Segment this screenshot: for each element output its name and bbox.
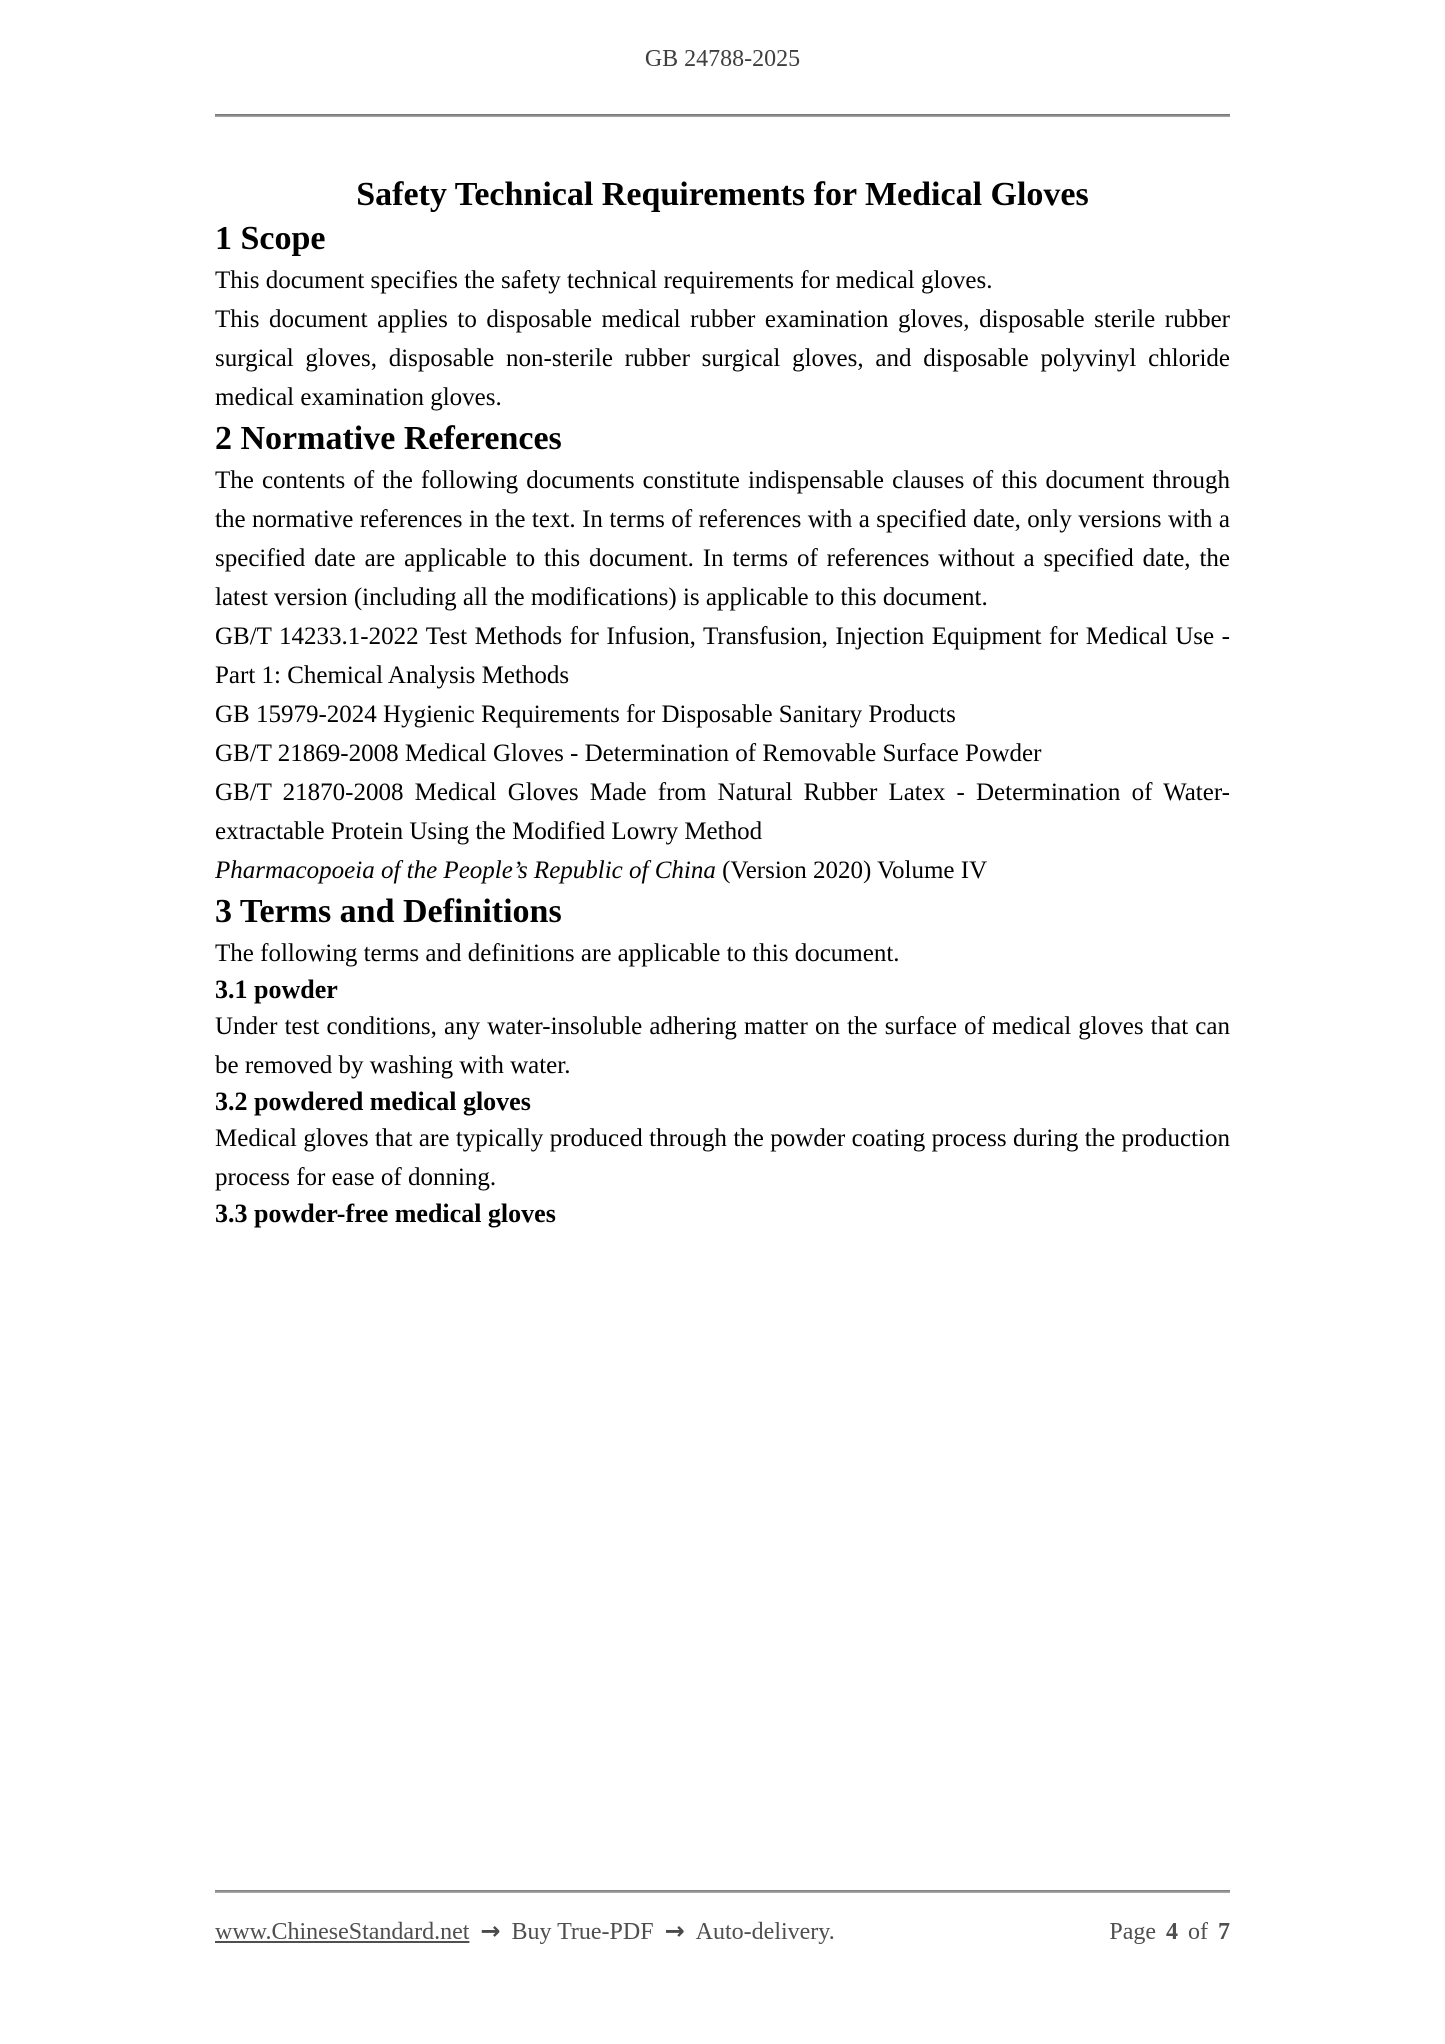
doc-number: GB 24788-2025 — [644, 46, 801, 72]
page-indicator — [1109, 1916, 1230, 1948]
reference-item: GB/T 21869-2008 Medical Gloves - Determination of Removable Surface Powder — [215, 740, 1042, 767]
pharmacopoeia-version: (Version 2020) Volume IV — [715, 857, 988, 884]
term-heading-3-2: 3.2 powdered medical gloves — [215, 1087, 531, 1116]
reference-item: GB/T 21870-2008 Medical Gloves Made from Natural Rubber Latex - Determination of Water-extractable Protein Using the Modified Lowry Method — [215, 779, 1230, 845]
page-label: Page — [1109, 1919, 1156, 1945]
normative-intro-paragraph: The contents of the following documents constitute indispensable clauses of this document through the normative references in the text. In terms of references with a specified date, only versions with a specified date are applicable to this document. In terms of references without a specified date, the latest version (including all the modifications) is applicable to this document. — [215, 467, 1230, 611]
page-content — [215, 0, 1230, 1231]
footer-promo — [215, 1915, 835, 1948]
reference-item: GB/T 14233.1-2022 Test Methods for Infusion, Transfusion, Injection Equipment for Medical Use - Part 1: Chemical Analysis Methods — [215, 623, 1230, 689]
page-total: 7 — [1218, 1919, 1230, 1945]
section-heading-normative-references: 2 Normative References — [215, 420, 562, 457]
reference-item: GB 15979-2024 Hygienic Requirements for Disposable Sanitary Products — [215, 701, 956, 728]
of-label: of — [1188, 1919, 1208, 1945]
reference-item-pharmacopoeia — [215, 851, 1230, 890]
arrow-icon: → — [664, 1917, 685, 1945]
footer-row — [215, 1893, 1230, 1948]
buy-text: Buy True-PDF — [511, 1919, 654, 1945]
page-current: 4 — [1166, 1919, 1178, 1945]
terms-intro-paragraph: The following terms and definitions are applicable to this document. — [215, 940, 900, 967]
page-footer — [215, 1890, 1230, 1948]
document-title: Safety Technical Requirements for Medical Gloves — [356, 176, 1089, 213]
scope-paragraph-2: This document applies to disposable medical rubber examination gloves, disposable sterile rubber surgical gloves, disposable non-sterile rubber surgical gloves, and disposable polyvinyl chloride medical examination gloves. — [215, 306, 1230, 411]
term-definition-3-2: Medical gloves that are typically produced through the powder coating process during the production process for ease of donning. — [215, 1125, 1230, 1191]
header-divider — [215, 114, 1230, 117]
term-definition-3-1: Under test conditions, any water-insoluble adhering matter on the surface of medical gloves that can be removed by washing with water. — [215, 1013, 1230, 1079]
delivery-text: Auto-delivery. — [695, 1919, 835, 1945]
section-heading-terms: 3 Terms and Definitions — [215, 893, 562, 930]
scope-paragraph-1: This document specifies the safety technical requirements for medical gloves. — [215, 267, 993, 294]
section-heading-scope: 1 Scope — [215, 220, 326, 257]
arrow-icon: → — [480, 1917, 501, 1945]
pharmacopoeia-title: Pharmacopoeia of the People’s Republic of China — [215, 857, 716, 884]
term-heading-3-3: 3.3 powder-free medical gloves — [215, 1199, 556, 1228]
term-heading-3-1: 3.1 powder — [215, 975, 338, 1004]
site-link[interactable]: www.ChineseStandard.net — [215, 1919, 470, 1945]
